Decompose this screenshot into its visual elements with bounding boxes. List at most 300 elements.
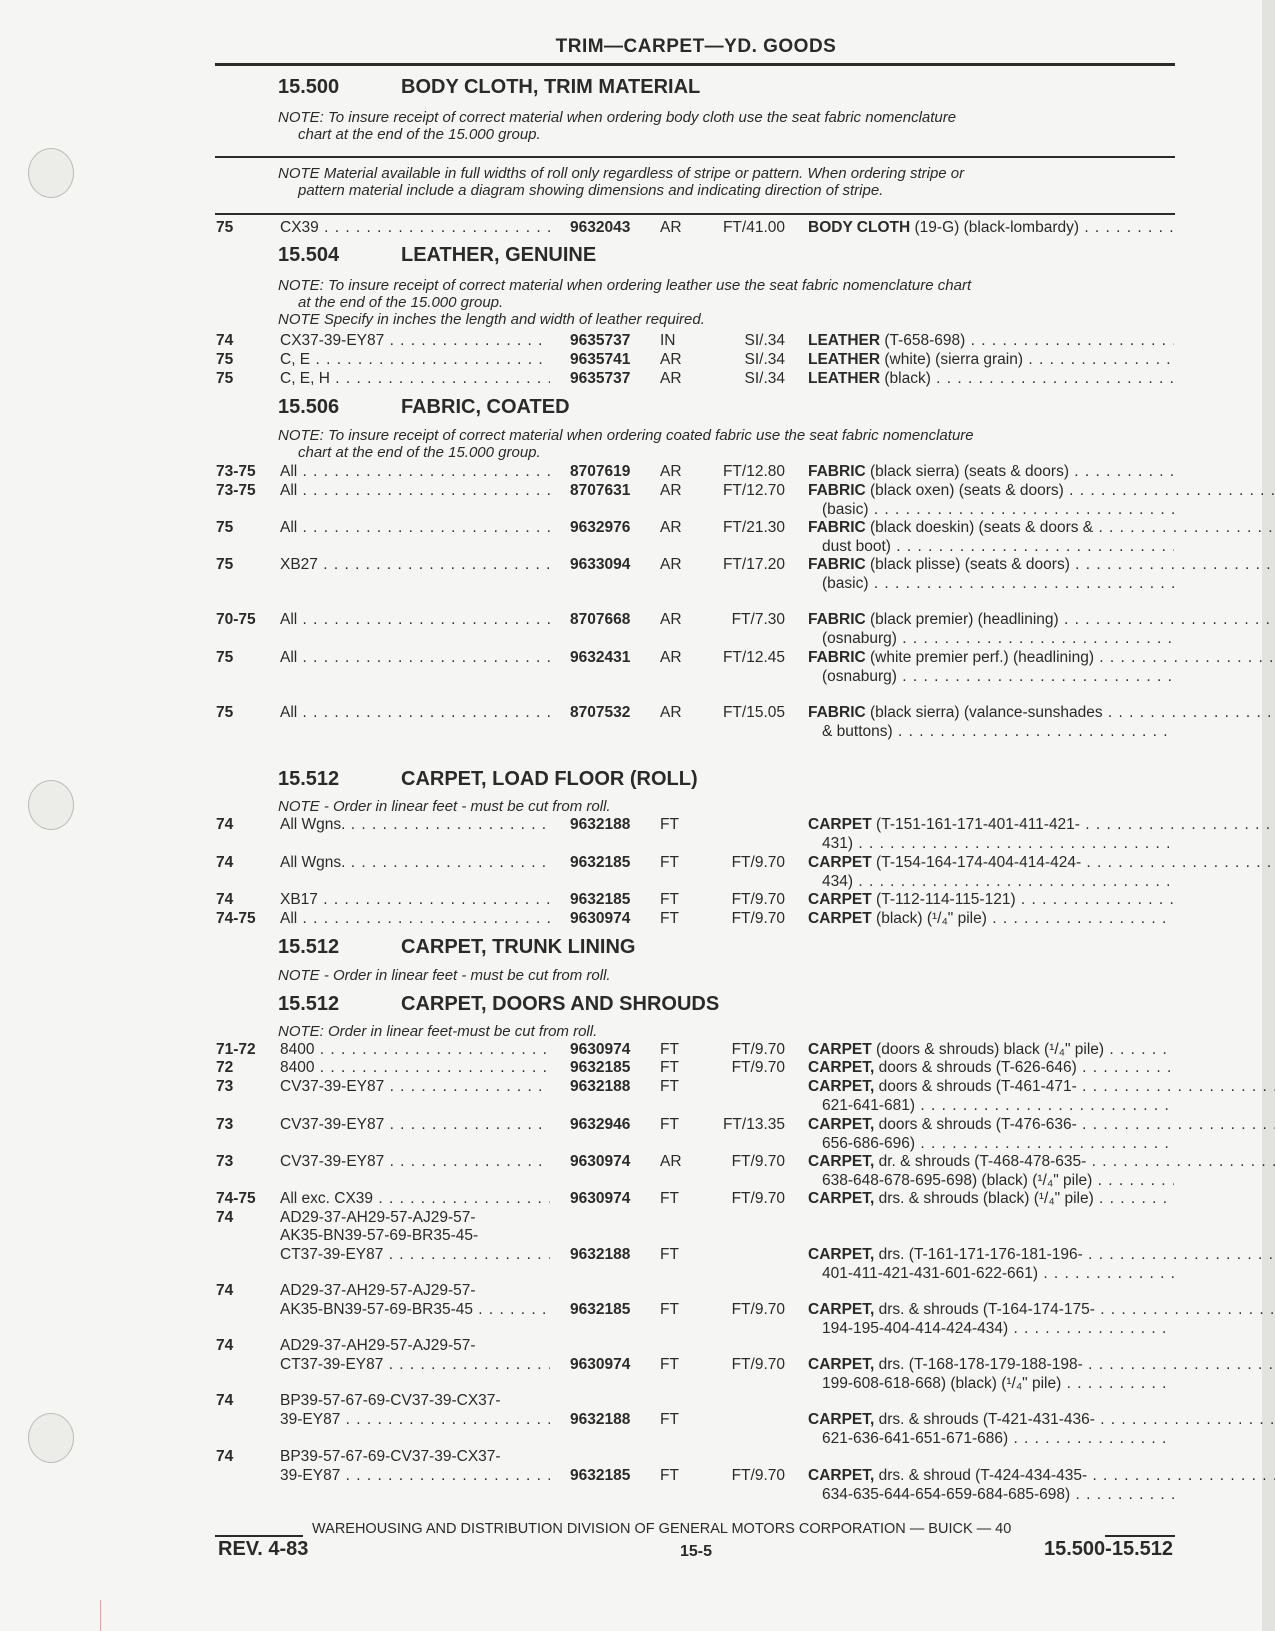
item-detail: (T-112-114-115-121): [871, 891, 1016, 908]
unit-cell: FT: [660, 891, 679, 908]
price-cell: FT/9.70: [731, 1153, 785, 1170]
year-cell: 73: [216, 1153, 234, 1170]
item-name: CARPET,: [808, 1153, 875, 1170]
item-detail: (black sierra) (seats & doors): [865, 463, 1069, 480]
year-cell: 74: [216, 1282, 234, 1299]
section-title: BODY CLOTH, TRIM MATERIAL: [401, 76, 701, 98]
section-heading: [278, 993, 719, 1016]
section-heading: [278, 936, 635, 959]
unit-cell: AR: [660, 370, 682, 387]
table-row: [0, 703, 1262, 740]
item-detail: (T-151-161-171-401-411-421-: [871, 816, 1080, 833]
item-detail: (black plisse) (seats & doors): [865, 556, 1070, 573]
page-title: TRIM—CARPET—YD. GOODS: [555, 36, 837, 57]
price-cell: FT/7.30: [731, 611, 785, 628]
model-cell: All Wgns. . . .: [280, 853, 550, 872]
item-name: CARPET: [808, 816, 872, 833]
section-note: [278, 109, 1178, 143]
price-cell: FT/9.70: [731, 1467, 785, 1484]
year-cell: 74: [216, 816, 234, 833]
table-row-cont: [0, 1226, 1262, 1245]
year-cell: 72: [216, 1059, 234, 1076]
note-line: NOTE - Order in linear feet - must be cut from roll.: [278, 798, 611, 815]
table-row: [0, 815, 1262, 852]
item-detail: drs. & shroud (T-424-434-435-: [874, 1467, 1088, 1484]
year-cell: 75: [216, 219, 234, 236]
item-detail: (black premier) (headlining): [865, 611, 1059, 628]
item-name: FABRIC: [808, 519, 866, 536]
unit-cell: FT: [660, 1301, 679, 1318]
model-cell: CV37-39-EY87 . . .: [280, 1152, 550, 1171]
section-title: LEATHER, GENUINE: [401, 244, 597, 266]
model-cell: All . . .: [280, 518, 550, 537]
unit-cell: AR: [660, 463, 682, 480]
note-line: at the end of the 15.000 group.: [298, 294, 504, 311]
item-detail: (black doeskin) (seats & doors &: [865, 519, 1094, 536]
item-detail: (black sierra) (valance-sunshades: [865, 704, 1103, 721]
unit-cell: FT: [660, 1411, 679, 1428]
part-number-cell: 9635741: [570, 351, 631, 368]
binder-hole-top: [28, 148, 74, 198]
model-cell: XB27 . . .: [280, 555, 550, 574]
item-detail: drs. (T-168-178-179-188-198-: [874, 1356, 1083, 1373]
section-note: [278, 1023, 1178, 1040]
item-detail: (white premier perf.) (headlining): [865, 649, 1094, 666]
model-cell: C, E, H . . .: [280, 369, 550, 388]
table-row: [0, 1336, 1262, 1355]
price-cell: FT/9.70: [731, 910, 785, 927]
unit-cell: AR: [660, 556, 682, 573]
note-line: NOTE: To insure receipt of correct material when ordering leather use the seat fabric nomenclature chart: [278, 277, 972, 294]
unit-cell: AR: [660, 351, 682, 368]
unit-cell: AR: [660, 482, 682, 499]
part-number-cell: 9632188: [570, 1411, 631, 1428]
model-cell: All . . .: [280, 610, 550, 629]
year-cell: 73: [216, 1078, 234, 1095]
table-row: [0, 218, 1262, 237]
price-cell: FT/12.45: [722, 649, 785, 666]
section-heading: [278, 76, 700, 99]
model-cell: All . . .: [280, 648, 550, 667]
item-detail-cont: 621-641-681) . . .: [808, 1096, 1174, 1115]
model-cell: All Wgns. . . .: [280, 815, 550, 834]
price-cell: FT/9.70: [731, 854, 785, 871]
table-row: [0, 462, 1262, 481]
item-detail: doors & shrouds (T-461-471-: [874, 1078, 1077, 1095]
section-note: [278, 165, 1178, 199]
table-row: [0, 1281, 1262, 1300]
price-cell: FT/41.00: [722, 219, 785, 236]
note-line: chart at the end of the 15.000 group.: [298, 444, 541, 461]
part-number-cell: 9635737: [570, 332, 631, 349]
part-number-cell: 9630974: [570, 1153, 631, 1170]
description-cell: [808, 1355, 1174, 1393]
description-cell: [808, 1077, 1174, 1115]
section-note: [278, 427, 1178, 461]
description-cell: [808, 218, 1174, 237]
unit-cell: AR: [660, 519, 682, 536]
price-cell: FT/12.70: [722, 482, 785, 499]
year-cell: 71-72: [216, 1041, 256, 1058]
table-row-cont: [0, 1245, 1262, 1282]
item-detail-cont: 194-195-404-414-424-434) . . .: [808, 1319, 1174, 1338]
table-row-cont: [0, 1410, 1262, 1447]
model-cell: XB17 . . .: [280, 890, 550, 909]
table-row: [0, 1058, 1262, 1077]
description-cell: [808, 1189, 1174, 1208]
table-row-cont: [0, 1466, 1262, 1503]
description-cell: [808, 853, 1174, 891]
unit-cell: AR: [660, 704, 682, 721]
section-heading: [278, 244, 596, 267]
item-name: CARPET: [808, 1041, 872, 1058]
price-cell: FT/21.30: [722, 519, 785, 536]
model-cell: All . . .: [280, 703, 550, 722]
model-cell: CV37-39-EY87 . . .: [280, 1115, 550, 1134]
table-row: [0, 1208, 1262, 1227]
item-name: CARPET,: [808, 1411, 875, 1428]
model-cell: 39-EY87 . . .: [280, 1466, 550, 1485]
year-cell: 75: [216, 370, 234, 387]
section-number: 15.512: [278, 936, 340, 958]
table-row: [0, 1115, 1262, 1152]
year-cell: 75: [216, 519, 234, 536]
item-name: LEATHER: [808, 370, 881, 387]
price-cell: FT/13.35: [722, 1116, 785, 1133]
item-name: CARPET: [808, 891, 872, 908]
part-number-cell: 9630974: [570, 910, 631, 927]
table-row: [0, 1077, 1262, 1114]
header-rule: [215, 63, 1175, 66]
footer-division: WAREHOUSING AND DISTRIBUTION DIVISION OF GENERAL MOTORS CORPORATION — BUICK — 40: [312, 1521, 1012, 1537]
section-title: FABRIC, COATED: [401, 396, 570, 418]
description-cell: [808, 909, 1174, 928]
item-detail-cont: 656-686-696) . . .: [808, 1134, 1174, 1153]
model-cell: CX37-39-EY87 . . .: [280, 331, 550, 350]
unit-cell: FT: [660, 1356, 679, 1373]
item-detail: drs. & shrouds (T-164-174-175-: [874, 1301, 1095, 1318]
unit-cell: AR: [660, 219, 682, 236]
year-cell: 74: [216, 1209, 234, 1226]
item-name: CARPET,: [808, 1059, 875, 1076]
margin-line: [100, 1600, 101, 1631]
unit-cell: FT: [660, 1059, 679, 1076]
section-title: CARPET, DOORS AND SHROUDS: [401, 993, 720, 1015]
item-name: FABRIC: [808, 556, 866, 573]
part-number-cell: 9632188: [570, 816, 631, 833]
unit-cell: FT: [660, 816, 679, 833]
model-cell: CX39 . . .: [280, 218, 550, 237]
table-row: [0, 331, 1262, 350]
item-name: FABRIC: [808, 482, 866, 499]
item-name: FABRIC: [808, 649, 866, 666]
item-detail: (19-G) (black-lombardy): [910, 219, 1080, 236]
model-cell: 39-EY87 . . .: [280, 1410, 550, 1429]
price-cell: SI/.34: [744, 351, 785, 368]
item-detail-cont: 431) . . .: [808, 834, 1174, 853]
model-cell: All . . .: [280, 481, 550, 500]
item-detail: (T-154-164-174-404-414-424-: [871, 854, 1082, 871]
part-number-cell: 8707532: [570, 704, 631, 721]
item-detail-cont: 621-636-641-651-671-686) . . .: [808, 1429, 1174, 1448]
description-cell: [808, 1040, 1174, 1059]
item-name: FABRIC: [808, 704, 866, 721]
price-cell: FT/9.70: [731, 1301, 785, 1318]
model-cell: C, E . . .: [280, 350, 550, 369]
section-note: [278, 277, 1178, 328]
item-detail: dr. & shrouds (T-468-478-635-: [874, 1153, 1087, 1170]
table-row: [0, 369, 1262, 388]
price-cell: FT/9.70: [731, 1190, 785, 1207]
section-heading: [278, 768, 698, 791]
model-cell: 8400 . . .: [280, 1040, 550, 1059]
item-name: FABRIC: [808, 611, 866, 628]
description-cell: [808, 1410, 1174, 1448]
table-row: [0, 1152, 1262, 1189]
item-detail-cont: (basic) . . .: [808, 500, 1174, 519]
table-row: [0, 853, 1262, 890]
section-number: 15.504: [278, 244, 340, 266]
description-cell: [808, 518, 1174, 556]
section-number: 15.512: [278, 768, 340, 790]
item-detail-cont: (osnaburg) . . .: [808, 629, 1174, 648]
section-heading: [278, 396, 570, 419]
item-detail: doors & shrouds (T-626-646): [874, 1059, 1077, 1076]
section-number: 15.506: [278, 396, 340, 418]
part-number-cell: 9632185: [570, 854, 631, 871]
year-cell: 75: [216, 649, 234, 666]
description-cell: [808, 1152, 1174, 1190]
description-cell: [808, 703, 1174, 741]
price-cell: FT/15.05: [722, 704, 785, 721]
unit-cell: FT: [660, 1467, 679, 1484]
part-number-cell: 9632188: [570, 1246, 631, 1263]
item-name: CARPET,: [808, 1078, 875, 1095]
model-cell-line: AK35-BN39-57-69-BR35-45-: [280, 1227, 479, 1244]
item-name: CARPET,: [808, 1356, 875, 1373]
revision-label: REV. 4-83: [218, 1538, 309, 1560]
model-cell-line: BP39-57-67-69-CV37-39-CX37-: [280, 1392, 501, 1409]
unit-cell: AR: [660, 1153, 682, 1170]
model-cell: CV37-39-EY87 . . .: [280, 1077, 550, 1096]
section-number: 15.500: [278, 76, 340, 98]
price-cell: FT/9.70: [731, 1041, 785, 1058]
section-title: CARPET, TRUNK LINING: [401, 936, 636, 958]
year-cell: 70-75: [216, 611, 256, 628]
price-cell: FT/12.80: [722, 463, 785, 480]
part-number-cell: 9635737: [570, 370, 631, 387]
table-row: [0, 1447, 1262, 1466]
unit-cell: FT: [660, 1078, 679, 1095]
part-number-cell: 9632976: [570, 519, 631, 536]
section-rule: [215, 156, 1175, 158]
item-detail-cont: & buttons) . . .: [808, 722, 1174, 741]
item-detail-cont: dust boot) . . .: [808, 537, 1174, 556]
section-rule: [215, 213, 1175, 215]
table-row: [0, 909, 1262, 928]
item-detail: doors & shrouds (T-476-636-: [874, 1116, 1077, 1133]
footer-rule-left: [215, 1535, 303, 1537]
item-detail: drs. (T-161-171-176-181-196-: [874, 1246, 1083, 1263]
year-cell: 74: [216, 1337, 234, 1354]
model-cell: All exc. CX39 . . .: [280, 1189, 550, 1208]
description-cell: [808, 481, 1174, 519]
unit-cell: FT: [660, 910, 679, 927]
unit-cell: FT: [660, 1190, 679, 1207]
model-cell: 8400 . . .: [280, 1058, 550, 1077]
part-number-cell: 9632188: [570, 1078, 631, 1095]
note-line: NOTE: To insure receipt of correct material when ordering coated fabric use the seat fabric nomenclature: [278, 427, 974, 444]
year-cell: 73-75: [216, 482, 256, 499]
year-cell: 74: [216, 1392, 234, 1409]
item-name: LEATHER: [808, 332, 881, 349]
unit-cell: AR: [660, 649, 682, 666]
part-number-cell: 9630974: [570, 1356, 631, 1373]
item-detail-cont: (basic) . . .: [808, 574, 1174, 593]
item-name: CARPET,: [808, 1116, 875, 1133]
note-line: NOTE Material available in full widths of roll only regardless of stripe or pattern. When ordering stripe or: [278, 165, 965, 182]
table-row-cont: [0, 1300, 1262, 1337]
section-note: [278, 967, 1178, 984]
item-detail-cont: 634-635-644-654-659-684-685-698) . . .: [808, 1485, 1174, 1504]
table-row: [0, 1391, 1262, 1410]
description-cell: [808, 555, 1174, 593]
price-cell: SI/.34: [744, 370, 785, 387]
unit-cell: FT: [660, 854, 679, 871]
item-name: CARPET: [808, 854, 872, 871]
description-cell: [808, 648, 1174, 686]
year-cell: 74: [216, 332, 234, 349]
item-detail: drs. & shrouds (black) (¹/₄" pile): [874, 1190, 1094, 1207]
part-number-cell: 9630974: [570, 1041, 631, 1058]
note-line: NOTE Specify in inches the length and width of leather required.: [278, 311, 705, 328]
description-cell: [808, 1300, 1174, 1338]
footer-rule-right: [1105, 1535, 1175, 1537]
note-line: chart at the end of the 15.000 group.: [298, 126, 541, 143]
unit-cell: IN: [660, 332, 676, 349]
item-name: CARPET,: [808, 1246, 875, 1263]
description-cell: [808, 890, 1174, 909]
item-detail: (black) (¹/₄" pile): [871, 910, 987, 927]
price-cell: FT/9.70: [731, 1059, 785, 1076]
note-line: NOTE: To insure receipt of correct material when ordering body cloth use the seat fabric nomenclature: [278, 109, 957, 126]
section-number: 15.512: [278, 993, 340, 1015]
part-number-cell: 9632431: [570, 649, 631, 666]
part-number-cell: 9632185: [570, 1467, 631, 1484]
note-line: pattern material include a diagram showing dimensions and indicating direction of stripe.: [298, 182, 884, 199]
table-row: [0, 648, 1262, 685]
item-detail-cont: 401-411-421-431-601-622-661) . . .: [808, 1264, 1174, 1283]
description-cell: [808, 350, 1174, 369]
model-cell: AK35-BN39-57-69-BR35-45 . . .: [280, 1300, 550, 1319]
item-name: CARPET: [808, 910, 872, 927]
description-cell: [808, 1058, 1174, 1077]
part-number-cell: 8707619: [570, 463, 631, 480]
section-range: 15.500-15.512: [1043, 1538, 1173, 1560]
part-number-cell: 8707631: [570, 482, 631, 499]
item-detail: (white) (sierra grain): [880, 351, 1024, 368]
year-cell: 74: [216, 854, 234, 871]
unit-cell: FT: [660, 1116, 679, 1133]
description-cell: [808, 1245, 1174, 1283]
table-row: [0, 350, 1262, 369]
part-number-cell: 9632185: [570, 1059, 631, 1076]
unit-cell: FT: [660, 1246, 679, 1263]
note-line: NOTE - Order in linear feet - must be cut from roll.: [278, 967, 611, 984]
item-detail: (black oxen) (seats & doors): [865, 482, 1064, 499]
year-cell: 74: [216, 1448, 234, 1465]
year-cell: 75: [216, 704, 234, 721]
page-number: 15-5: [680, 1543, 713, 1560]
price-cell: FT/9.70: [731, 891, 785, 908]
year-cell: 73: [216, 1116, 234, 1133]
section-title: CARPET, LOAD FLOOR (ROLL): [401, 768, 698, 790]
item-name: CARPET,: [808, 1190, 875, 1207]
part-number-cell: 9632043: [570, 219, 631, 236]
table-row: [0, 1189, 1262, 1208]
note-line: NOTE: Order in linear feet-must be cut from roll.: [278, 1023, 598, 1040]
part-number-cell: 9630974: [570, 1190, 631, 1207]
item-name: CARPET,: [808, 1467, 875, 1484]
model-cell-line: AD29-37-AH29-57-AJ29-57-: [280, 1337, 476, 1354]
description-cell: [808, 610, 1174, 648]
description-cell: [808, 369, 1174, 388]
year-cell: 74-75: [216, 910, 256, 927]
table-row: [0, 610, 1262, 647]
item-name: FABRIC: [808, 463, 866, 480]
table-row: [0, 481, 1262, 518]
item-detail: drs. & shrouds (T-421-431-436-: [874, 1411, 1095, 1428]
description-cell: [808, 1466, 1174, 1504]
item-detail: (doors & shrouds) black (¹/₄" pile): [871, 1041, 1105, 1058]
year-cell: 73-75: [216, 463, 256, 480]
year-cell: 74-75: [216, 1190, 256, 1207]
item-detail: (black): [880, 370, 931, 387]
part-number-cell: 9632185: [570, 1301, 631, 1318]
part-number-cell: 8707668: [570, 611, 631, 628]
price-cell: FT/17.20: [722, 556, 785, 573]
description-cell: [808, 815, 1174, 853]
item-detail-cont: 434) . . .: [808, 872, 1174, 891]
model-cell: All . . .: [280, 909, 550, 928]
part-number-cell: 9632185: [570, 891, 631, 908]
table-row: [0, 555, 1262, 592]
table-row: [0, 890, 1262, 909]
price-cell: SI/.34: [744, 332, 785, 349]
description-cell: [808, 331, 1174, 350]
model-cell: CT37-39-EY87 . . .: [280, 1355, 550, 1374]
model-cell: CT37-39-EY87 . . .: [280, 1245, 550, 1264]
year-cell: 74: [216, 891, 234, 908]
table-row: [0, 1040, 1262, 1059]
section-note: [278, 798, 1178, 815]
model-cell: All . . .: [280, 462, 550, 481]
model-cell-line: AD29-37-AH29-57-AJ29-57-: [280, 1209, 476, 1226]
item-detail-cont: 199-608-618-668) (black) (¹/₄" pile) . . .: [808, 1374, 1174, 1393]
year-cell: 75: [216, 556, 234, 573]
item-name: CARPET,: [808, 1301, 875, 1318]
unit-cell: FT: [660, 1041, 679, 1058]
unit-cell: AR: [660, 611, 682, 628]
item-name: BODY CLOTH: [808, 219, 911, 236]
description-cell: [808, 462, 1174, 481]
year-cell: 75: [216, 351, 234, 368]
model-cell-line: AD29-37-AH29-57-AJ29-57-: [280, 1282, 476, 1299]
model-cell-line: BP39-57-67-69-CV37-39-CX37-: [280, 1448, 501, 1465]
item-name: LEATHER: [808, 351, 881, 368]
item-detail: (T-658-698): [880, 332, 966, 349]
part-number-cell: 9632946: [570, 1116, 631, 1133]
